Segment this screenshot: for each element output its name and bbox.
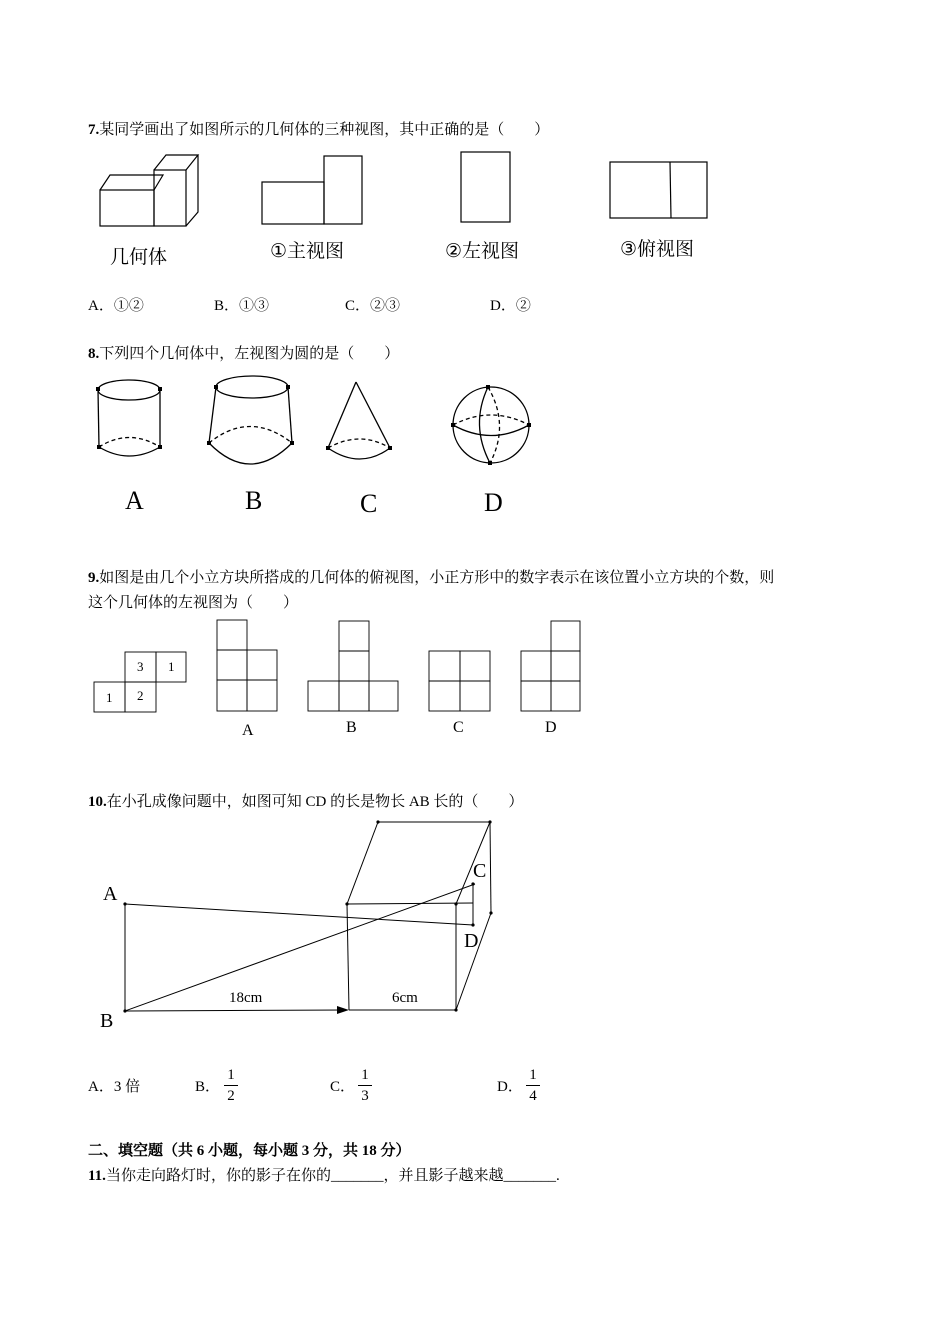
- q10-option-d-prefix: D．: [497, 1079, 523, 1095]
- q10-option-c-numerator: 1: [361, 1067, 369, 1083]
- q10-option-b-numerator: 1: [227, 1067, 235, 1083]
- q10-option-c-fraction: [358, 1066, 372, 1105]
- q9-grid-number: 1: [168, 659, 175, 674]
- q8-label-a: A: [125, 486, 144, 515]
- q11-stem: [88, 1166, 560, 1186]
- q10-option-b-denominator: 2: [227, 1088, 235, 1104]
- q10-option-d-denominator: 4: [529, 1088, 537, 1104]
- q10-ray-b: [125, 884, 475, 1011]
- q7-option-c: C．②③: [345, 298, 401, 314]
- q8-number: 8.: [88, 346, 100, 362]
- q7-caption-solid: 几何体: [110, 246, 168, 268]
- q7-option-b: B．①③: [214, 298, 270, 314]
- q9-grid-number: 3: [137, 659, 144, 674]
- q9-number: 9.: [88, 570, 100, 586]
- q10-option-b-prefix: B．: [195, 1079, 221, 1095]
- q7-caption-top: ③俯视图: [620, 238, 695, 260]
- q10-distance-6cm: 6cm: [392, 990, 418, 1006]
- q10-option-d-numerator: 1: [529, 1067, 537, 1083]
- q7-option-a: A．①②: [88, 298, 144, 314]
- q10-option-a: A．3 倍: [88, 1079, 141, 1095]
- q10-number: 10.: [88, 794, 107, 810]
- q10-text: 在小孔成像问题中，如图可知 CD 的长是物长 AB 长的（ ）: [106, 794, 524, 810]
- q8-label-c: C: [360, 489, 378, 518]
- q9-text-line2: 这个几何体的左视图为（ ）: [88, 595, 299, 611]
- q10-point-d: D: [464, 930, 479, 952]
- q7-number: 7.: [88, 122, 100, 138]
- q8-text: 下列四个几何体中，左视图为圆的是（ ）: [99, 346, 400, 362]
- section2-title: 二、填空题（共 6 小题，每小题 3 分，共 18 分）: [88, 1143, 411, 1159]
- q10-ray-a: [125, 904, 473, 925]
- q9-grid-number: 1: [106, 690, 113, 705]
- q9-label-b: B: [346, 719, 357, 736]
- q10-distance-18cm: 18cm: [229, 990, 263, 1006]
- q7-text: 某同学画出了如图所示的几何体的三种视图，其中正确的是（ ）: [99, 122, 550, 138]
- q7-caption-left: ②左视图: [445, 240, 520, 262]
- q7-caption-front: ①主视图: [270, 240, 345, 262]
- q11-number: 11.: [88, 1168, 106, 1184]
- q10-option-c-prefix: C．: [330, 1079, 356, 1095]
- q10-point-a: A: [103, 883, 118, 905]
- q11-text: 当你走向路灯时，你的影子在你的_______，并且影子越来越_______.: [105, 1168, 560, 1184]
- q9-grid-number: 2: [137, 688, 144, 703]
- q7-option-d: D．②: [490, 298, 531, 314]
- q9-text-line1: 如图是由几个小立方块所搭成的几何体的俯视图，小正方形中的数字表示在该位置小立方块的个数，则: [99, 570, 775, 586]
- q10-point-c: C: [473, 860, 487, 882]
- q10-option-d-fraction: [526, 1066, 540, 1105]
- q8-label-b: B: [245, 486, 263, 515]
- q9-label-a: A: [242, 722, 254, 739]
- q9-label-c: C: [453, 719, 464, 736]
- q10-option-b-fraction: [224, 1066, 238, 1105]
- q9-label-d: D: [545, 719, 557, 736]
- q10-point-b: B: [100, 1010, 114, 1032]
- q8-label-d: D: [484, 488, 503, 517]
- q10-option-c-denominator: 3: [361, 1088, 369, 1104]
